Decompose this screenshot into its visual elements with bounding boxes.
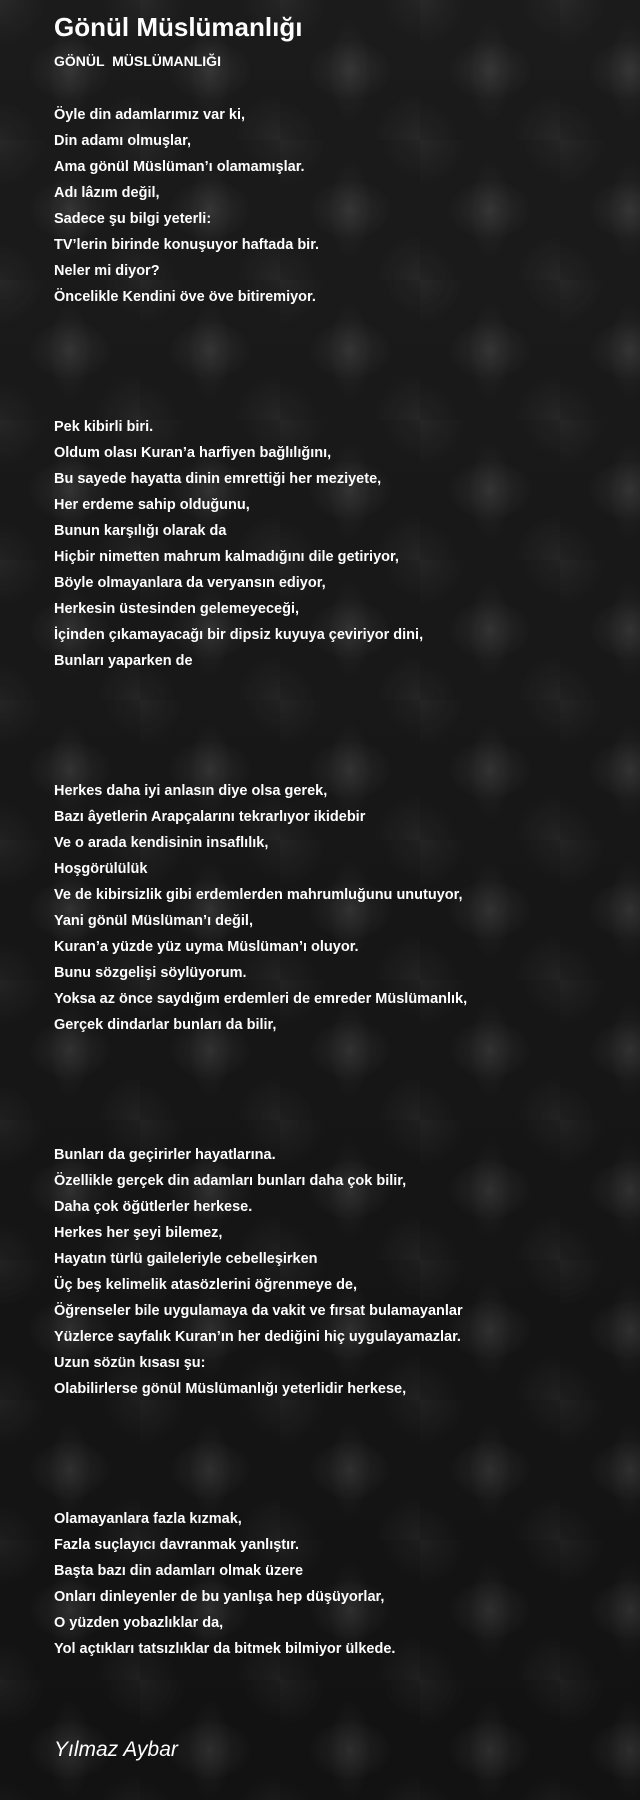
poem-line: Bunları yaparken de: [54, 653, 193, 669]
poem-line: Herkes her şeyi bilemez,: [54, 1225, 223, 1241]
poem-line: Onları dinleyenler de bu yanlışa hep düşüyorlar,: [54, 1589, 385, 1605]
poem-line: Bazı âyetlerin Arapçalarını tekrarlıyor ikidebir: [54, 809, 366, 825]
poem-line: Özellikle gerçek din adamları bunları daha çok bilir,: [54, 1173, 407, 1189]
poem-line: Fazla suçlayıcı davranmak yanlıştır.: [54, 1537, 300, 1553]
poem-line: Herkesin üstesinden gelemeyeceği,: [54, 601, 299, 617]
poem-subtitle: GÖNÜL MÜSLÜMANLIĞI: [54, 53, 221, 69]
poem-line: Yoksa az önce saydığım erdemleri de emreder Müslümanlık,: [54, 991, 468, 1007]
poem-line: Adı lâzım değil,: [54, 185, 160, 201]
poem-line: Öncelikle Kendini öve öve bitiremiyor.: [54, 289, 316, 305]
poem-line: Gerçek dindarlar bunları da bilir,: [54, 1017, 277, 1033]
poem-stanza: [54, 414, 624, 674]
poem-stanza: [54, 1142, 624, 1402]
poem-title: Gönül Müslümanlığı: [54, 12, 303, 42]
poem-line: Ve de kibirsizlik gibi erdemlerden mahrumluğunu unutuyor,: [54, 887, 463, 903]
poem-line: Hayatın türlü gaileleriyle cebelleşirken: [54, 1251, 318, 1267]
poem-line: Bu sayede hayatta dinin emrettiği her meziyete,: [54, 471, 382, 487]
poem-line: Öğrenseler bile uygulamaya da vakit ve fırsat bulamayanlar: [54, 1303, 463, 1319]
poem-line: Bunun karşılığı olarak da: [54, 523, 227, 539]
poem-line: O yüzden yobazlıklar da,: [54, 1615, 224, 1631]
poem-line: Daha çok öğütlerler herkese.: [54, 1199, 253, 1215]
poem-line: Bunları da geçirirler hayatlarına.: [54, 1147, 276, 1163]
poem-line: Başta bazı din adamları olmak üzere: [54, 1563, 304, 1579]
poem-line: Ama gönül Müslüman’ı olamamışlar.: [54, 159, 305, 175]
poem-line: Neler mi diyor?: [54, 263, 160, 279]
poem-line: Pek kibirli biri.: [54, 419, 154, 435]
poem-line: Her erdeme sahip olduğunu,: [54, 497, 250, 513]
poem-line: Olamayanlara fazla kızmak,: [54, 1511, 242, 1527]
poem-stanza: [54, 102, 624, 310]
poem-line: Ve o arada kendisinin insaflılık,: [54, 835, 269, 851]
poem-line: İçinden çıkamayacağı bir dipsiz kuyuya çeviriyor dini,: [54, 627, 424, 643]
poem-author: Yılmaz Aybar: [54, 1738, 178, 1761]
poem-line: TV’lerin birinde konuşuyor haftada bir.: [54, 237, 320, 253]
poem-line: Uzun sözün kısası şu:: [54, 1355, 206, 1371]
poem-line: Hoşgörülülük: [54, 861, 148, 877]
poem-line: Sadece şu bilgi yeterli:: [54, 211, 212, 227]
poem-line: Hiçbir nimetten mahrum kalmadığını dile getiriyor,: [54, 549, 399, 565]
poem-line: Din adamı olmuşlar,: [54, 133, 191, 149]
poem-line: Kuran’a yüzde yüz uyma Müslüman’ı oluyor.: [54, 939, 359, 955]
poem-line: Yol açtıkları tatsızlıklar da bitmek bilmiyor ülkede.: [54, 1641, 396, 1657]
poem-line: Olabilirlerse gönül Müslümanlığı yeterlidir herkese,: [54, 1381, 407, 1397]
poem-line: Oldum olası Kuran’a harfiyen bağlılığını,: [54, 445, 332, 461]
poem-stanza: [54, 778, 624, 1038]
poem-line: Herkes daha iyi anlasın diye olsa gerek,: [54, 783, 328, 799]
poem-line: Böyle olmayanlara da veryansın ediyor,: [54, 575, 326, 591]
poem-body: [54, 102, 624, 1662]
poem-container: [54, 10, 624, 1662]
poem-stanza: [54, 1506, 624, 1662]
poem-line: Öyle din adamlarımız var ki,: [54, 107, 245, 123]
poem-line: Yüzlerce sayfalık Kuran’ın her dediğini hiç uygulayamazlar.: [54, 1329, 461, 1345]
poem-line: Yani gönül Müslüman’ı değil,: [54, 913, 253, 929]
poem-line: Üç beş kelimelik atasözlerini öğrenmeye de,: [54, 1277, 358, 1293]
poem-line: Bunu sözgelişi söylüyorum.: [54, 965, 247, 981]
